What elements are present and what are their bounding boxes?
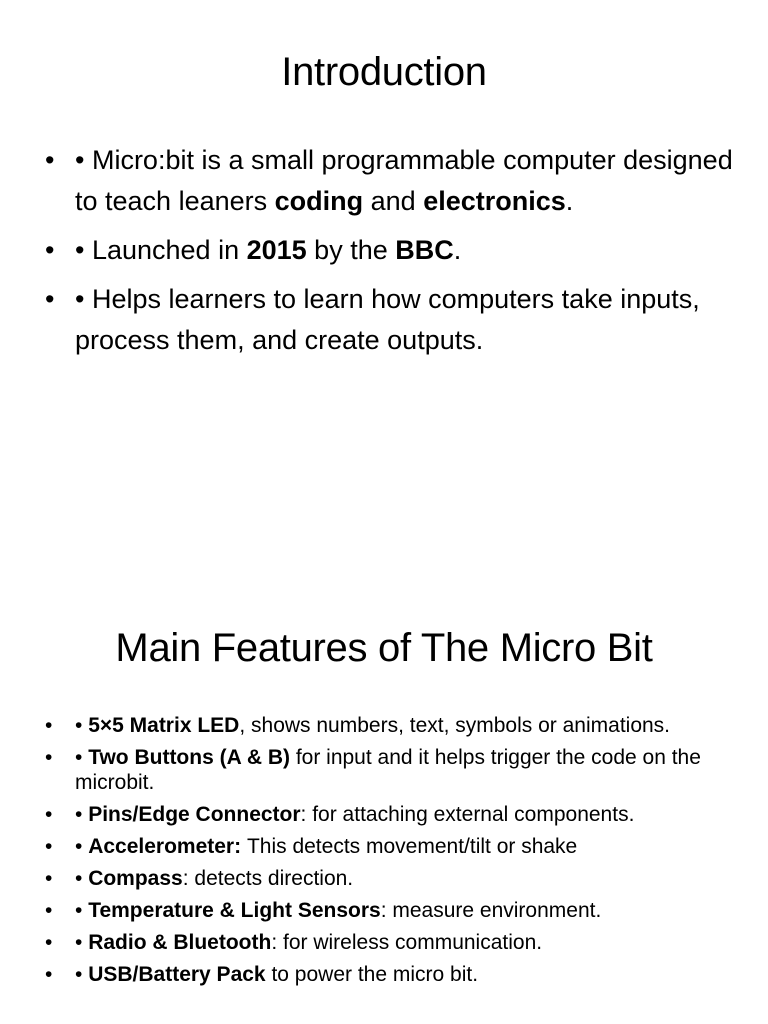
bullet-list bbox=[45, 140, 735, 369]
slide-title: Main Features of The Micro Bit bbox=[115, 626, 653, 670]
list-item: • • Accelerometer: This detects movement/tilt or shake bbox=[45, 835, 578, 858]
bullet-mark: • bbox=[45, 803, 53, 826]
list-item: • • Micro:bit is a small programmable computer designed to teach leaners coding and electronics. bbox=[75, 140, 735, 222]
list-item: • • Radio & Bluetooth: for wireless communication. bbox=[45, 931, 543, 954]
feature-list bbox=[45, 713, 745, 994]
bullet-mark: • bbox=[45, 835, 53, 858]
bullet-mark: • bbox=[45, 867, 53, 890]
list-item: • • 5×5 Matrix LED, shows numbers, text, symbols or animations. bbox=[45, 714, 671, 737]
list-item: • • Two Buttons (A & B) for input and it helps trigger the code on the microbit. bbox=[45, 746, 701, 794]
list-item: • • Compass: detects direction. bbox=[45, 867, 354, 890]
list-item: • • Pins/Edge Connector: for attaching external components. bbox=[45, 803, 635, 826]
list-item: • • Helps learners to learn how computers take inputs, process them, and create outputs. bbox=[75, 279, 735, 361]
bullet-mark: • bbox=[45, 963, 53, 986]
bullet-mark: • bbox=[45, 145, 55, 175]
bullet-mark: • bbox=[45, 235, 55, 265]
list-item: • • Launched in 2015 by the BBC. bbox=[75, 230, 735, 271]
bullet-mark: • bbox=[45, 899, 53, 922]
list-item: • • USB/Battery Pack to power the micro bit. bbox=[45, 963, 479, 986]
bullet-mark: • bbox=[45, 284, 55, 314]
slide-main-features bbox=[0, 576, 768, 1024]
bullet-mark: • bbox=[45, 931, 53, 954]
slide-title: Introduction bbox=[281, 50, 487, 94]
bullet-mark: • bbox=[45, 714, 53, 737]
list-item: • • Temperature & Light Sensors: measure environment. bbox=[45, 899, 602, 922]
bullet-mark: • bbox=[45, 746, 53, 769]
